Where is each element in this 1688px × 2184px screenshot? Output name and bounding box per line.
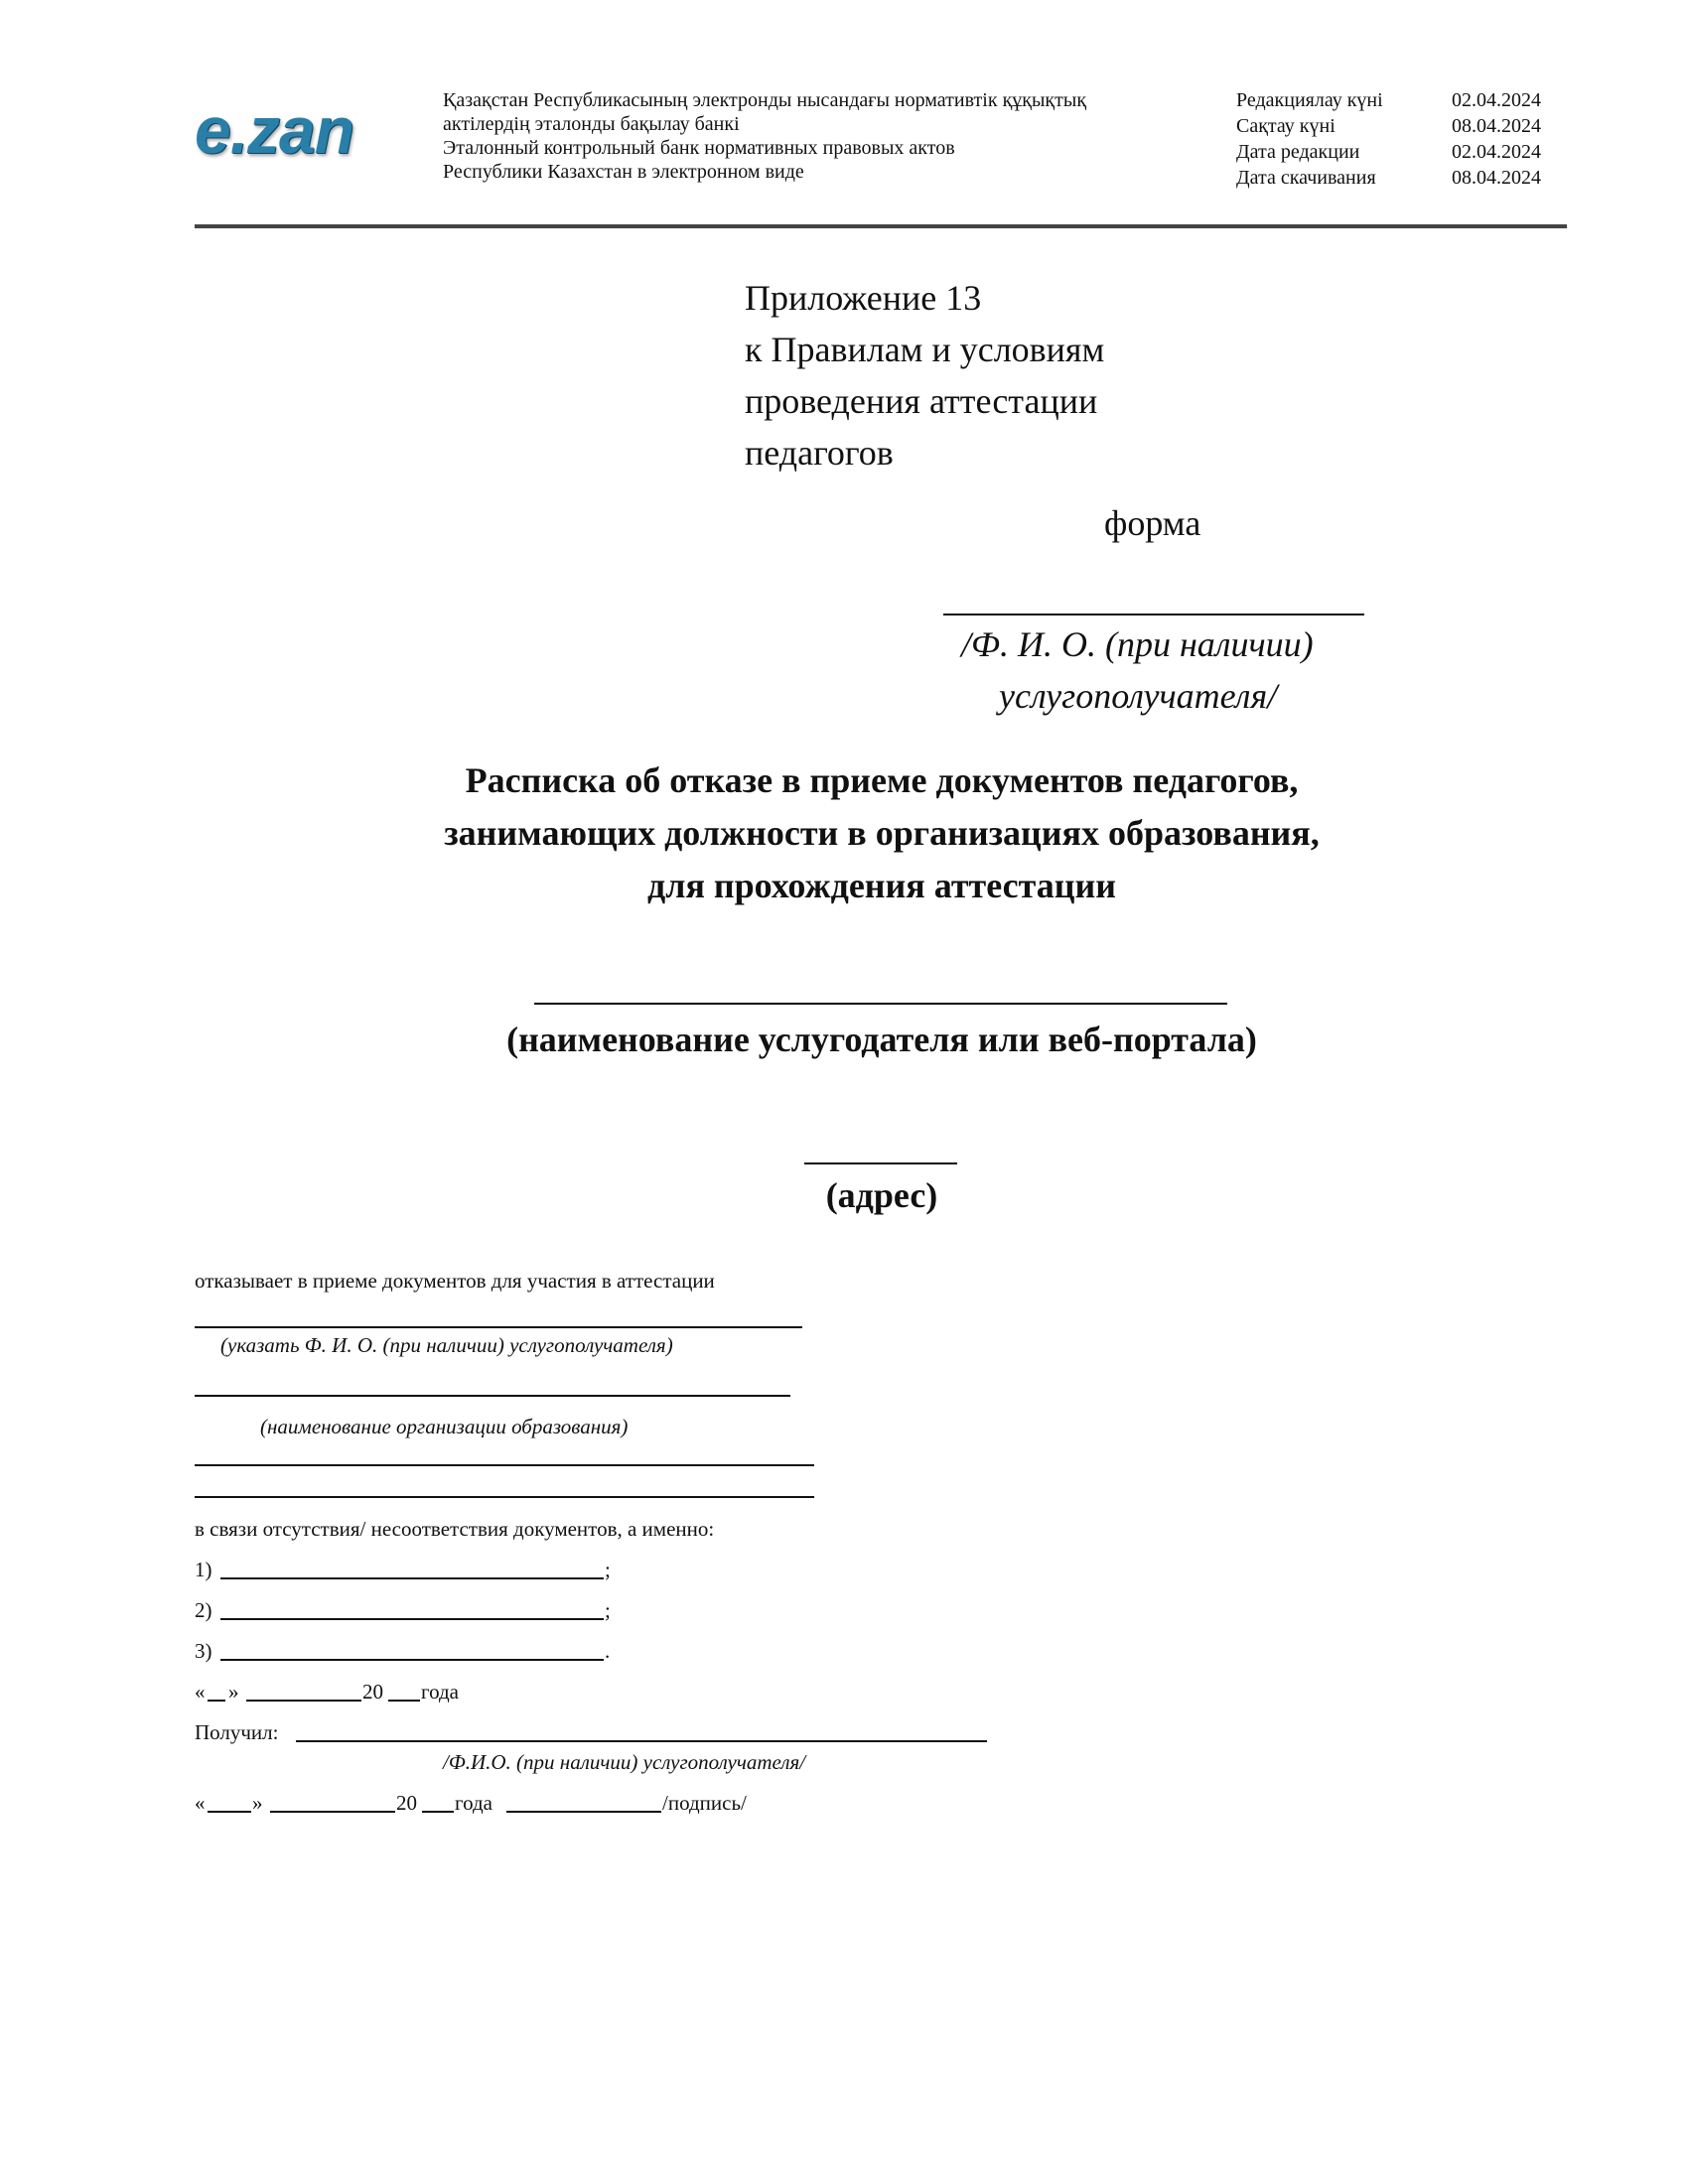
org-caption: (наименование организации образования)	[260, 1415, 629, 1438]
meta-label: Дата редакции	[1236, 141, 1360, 163]
blank-line	[208, 1811, 251, 1813]
date-quote-close: »	[228, 1680, 239, 1704]
address-line	[804, 1162, 957, 1164]
header-description-line: Эталонный контрольный банк нормативных правовых актов	[443, 137, 955, 159]
blank-line	[270, 1811, 395, 1813]
item-number: 2)	[195, 1598, 212, 1622]
date-quote-close: »	[252, 1791, 263, 1815]
appendix-line: Приложение 13	[745, 278, 982, 318]
document-title: для прохождения аттестации	[647, 866, 1116, 905]
meta-value: 02.04.2024	[1452, 89, 1541, 111]
meta-value: 08.04.2024	[1452, 115, 1541, 137]
meta-value: 08.04.2024	[1452, 167, 1541, 189]
blank-line	[195, 1326, 802, 1328]
date-quote-open: «	[195, 1791, 206, 1815]
item-number: 1)	[195, 1558, 212, 1581]
year-prefix: 20	[396, 1791, 417, 1815]
blank-line	[220, 1618, 604, 1620]
blank-line	[388, 1700, 420, 1702]
received-label: Получил:	[195, 1720, 279, 1744]
item-end: ;	[605, 1598, 611, 1622]
document-title: занимающих должности в организациях образования,	[444, 813, 1320, 853]
item-number: 3)	[195, 1639, 212, 1663]
blank-line	[195, 1464, 814, 1466]
year-suffix: года	[421, 1680, 459, 1704]
refuses-text: отказывает в приеме документов для участия в аттестации	[195, 1269, 715, 1293]
blank-line	[246, 1700, 361, 1702]
item-end: ;	[605, 1558, 611, 1581]
header-description-line: Қазақстан Республикасының электронды нысандағы нормативтік құқықтық	[443, 89, 1087, 111]
year-prefix: 20	[362, 1680, 383, 1704]
blank-line	[422, 1811, 454, 1813]
recipient-name-line	[943, 614, 1364, 615]
received-caption: /Ф.И.О. (при наличии) услугополучателя/	[443, 1750, 806, 1774]
address-caption: (адрес)	[825, 1175, 938, 1215]
blank-line	[506, 1811, 661, 1813]
year-suffix: года	[455, 1791, 492, 1815]
form-label: форма	[1104, 503, 1201, 543]
provider-name-line	[534, 1003, 1227, 1005]
provider-caption: (наименование услугодателя или веб-портала)	[506, 1020, 1257, 1059]
document-title: Расписка об отказе в приеме документов педагогов,	[465, 760, 1299, 800]
recipient-caption: /Ф. И. О. (при наличии)	[961, 624, 1314, 664]
header-description-line: Республики Казахстан в электронном виде	[443, 161, 804, 183]
recipient-caption: услугополучателя/	[999, 676, 1278, 716]
item-end: .	[605, 1639, 611, 1663]
header-description-line: актілердің эталонды бақылау банкі	[443, 113, 740, 135]
blank-line	[296, 1740, 987, 1742]
blank-line	[195, 1395, 790, 1397]
fio-caption: (указать Ф. И. О. (при наличии) услугополучателя)	[220, 1333, 673, 1357]
meta-value: 02.04.2024	[1452, 141, 1541, 163]
blank-line	[195, 1496, 814, 1498]
blank-line	[220, 1659, 604, 1661]
meta-label: Дата скачивания	[1236, 167, 1376, 189]
date-quote-open: «	[195, 1680, 206, 1704]
appendix-line: проведения аттестации	[745, 381, 1098, 421]
blank-line	[220, 1577, 604, 1579]
meta-label: Редакциялау күні	[1236, 89, 1383, 111]
signature-label: /подпись/	[662, 1791, 747, 1815]
appendix-line: к Правилам и условиям	[745, 330, 1105, 369]
ezan-logo: e.zan	[195, 93, 354, 167]
header-divider	[195, 224, 1567, 228]
reason-text: в связи отсутствия/ несоответствия документов, а именно:	[195, 1517, 715, 1541]
blank-line	[208, 1700, 225, 1702]
meta-label: Сақтау күні	[1236, 115, 1336, 137]
appendix-line: педагогов	[745, 433, 894, 473]
